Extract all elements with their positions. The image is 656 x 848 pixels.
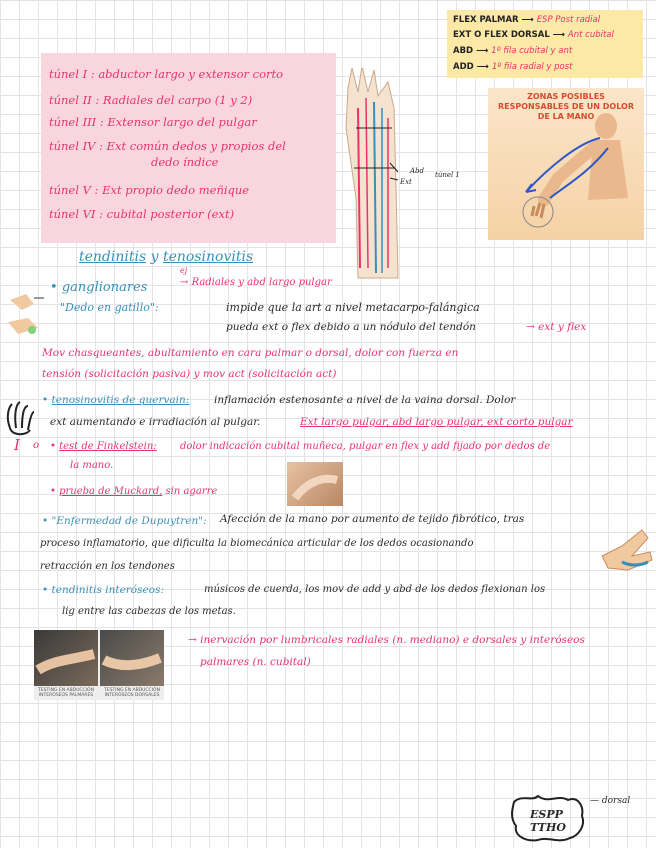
dupuytren-line-2: proceso inflamatorio, que dificulta la biomecánica articular de los dedos ocasionando — [40, 538, 474, 549]
dupuytren-label: • "Enfermedad de Dupuytren": — [42, 515, 207, 527]
quervain-line-1: inflamación estenosante a nivel de la vaina dorsal. Dolor — [214, 394, 516, 406]
arm-pain-illustration — [488, 88, 644, 240]
interoseos-photos — [34, 630, 164, 700]
hand-photo-illustration — [287, 462, 343, 506]
tunnel-notes-box — [41, 53, 336, 243]
arm-label-ext: Ext — [400, 178, 412, 186]
photo-dorsal-hands — [100, 630, 164, 686]
caption-dorsal: TESTING EN ABDUCCIÓN INTERÓSEOS DORSALES — [104, 688, 160, 698]
hand-doodle-icon — [2, 398, 38, 438]
section-heading: tendinitis y tenosinovitis — [79, 249, 254, 265]
ganglionares-note: → Radiales y abd largo pulgar — [180, 277, 332, 288]
ganglionares-ej: ej — [180, 266, 188, 275]
stamp-text — [530, 808, 566, 834]
side-mark-o: o — [33, 440, 40, 451]
quervain-line-2b: Ext largo pulgar, abd largo pulgar, ext corto pulgar — [300, 416, 573, 428]
dupuytren-line-3: retracción en los tendones — [40, 561, 175, 572]
photo-palmar-hands — [34, 630, 98, 686]
mov-line-1: Mov chasqueantes, abultamiento en cara palmar o dorsal, dolor con fuerza en — [42, 347, 459, 359]
hand-sketch-icon — [4, 286, 44, 340]
dedo-gatillo-line-1: impide que la art a nivel metacarpo-falángica — [226, 301, 480, 314]
dedo-gatillo-label: "Dedo en gatillo": — [60, 301, 159, 314]
interoseos-line-1: músicos de cuerda, los mov de add y abd de los dedos flexionan los — [204, 584, 546, 595]
ganglionares-label: • ganglionares — [50, 280, 148, 295]
pain-zones-title: ZONAS POSIBLES RESPONSABLES DE UN DOLOR DE LA MANO — [498, 92, 634, 121]
photo-palmar — [34, 630, 98, 686]
interoseos-line-2: lig entre las cabezas de los metas. — [62, 606, 236, 617]
arm-label-abd: Abd — [410, 167, 425, 175]
legend-row-1: FLEX PALMAR ⟶ ESP Post radial — [453, 15, 601, 25]
dupuytren-line-1: Afección de la mano por aumento de tejido fibrótico, tras — [220, 513, 525, 525]
inervacion-line-1: → inervación por lumbricales radiales (n. mediano) e dorsales y interóseos — [188, 634, 585, 646]
tunnel-4: túnel IV : Ext común dedos y propios del — [49, 139, 286, 153]
tunnel-3: túnel III : Extensor largo del pulgar — [49, 115, 257, 129]
finkelstein-label: • test de Finkelstein: — [50, 441, 157, 452]
arm-label-tunel: túnel 1 — [435, 171, 460, 179]
dupuytren-hand-icon — [598, 526, 654, 576]
tunnel-6: túnel VI : cubital posterior (ext) — [49, 207, 235, 221]
legend-row-2: EXT O FLEX DORSAL ⟶ Ant cubital — [453, 30, 614, 40]
tunnel-1: túnel I : abductor largo y extensor corto — [49, 67, 284, 81]
muckard-label: • prueba de Muckard, sin agarre — [50, 486, 218, 497]
muckard-photo — [287, 462, 343, 506]
movement-legend-box — [447, 10, 643, 78]
interoseos-label: • tendinitis interóseos: — [42, 584, 164, 596]
legend-row-3: ABD ⟶ 1º fila cubital y ant — [453, 46, 573, 56]
stamp-dorsal-label: — dorsal — [590, 796, 631, 806]
finkelstein-line-2: la mano. — [70, 460, 114, 471]
pain-zones-figure — [488, 88, 644, 240]
caption-palmar: TESTING EN ABDUCCIÓN INTERÓSEOS PALMARES — [38, 688, 94, 698]
mov-line-2: tensión (solicitación pasiva) y mov act (solicitación act) — [42, 368, 337, 380]
dedo-gatillo-line-2: pueda ext o flex debido a un nódulo del tendón — [226, 321, 476, 333]
tunnel-2: túnel II : Radiales del carpo (1 y 2) — [49, 93, 253, 107]
tunnel-5: túnel V : Ext propio dedo meñique — [49, 183, 250, 197]
quervain-label: • tenosinovitis de quervain: — [42, 394, 190, 406]
tunnel-4-cont: dedo índice — [151, 155, 219, 169]
roman-numeral-mark: I — [14, 436, 20, 454]
photo-dorsal — [100, 630, 164, 686]
legend-row-4: ADD ⟶ 1º fila radial y post — [453, 62, 573, 72]
stamp-line-2: TTHO — [530, 821, 566, 834]
inervacion-line-2: palmares (n. cubital) — [200, 656, 311, 668]
quervain-line-2a: ext aumentando e irradiación al pulgar. — [50, 416, 261, 428]
dedo-gatillo-ext-flex: → ext y flex — [526, 321, 587, 333]
finkelstein-line-1: dolor indicación cubital muñeca, pulgar en flex y add fijado por dedos de — [180, 441, 551, 452]
stamp-line-1: ESPP — [530, 808, 563, 821]
